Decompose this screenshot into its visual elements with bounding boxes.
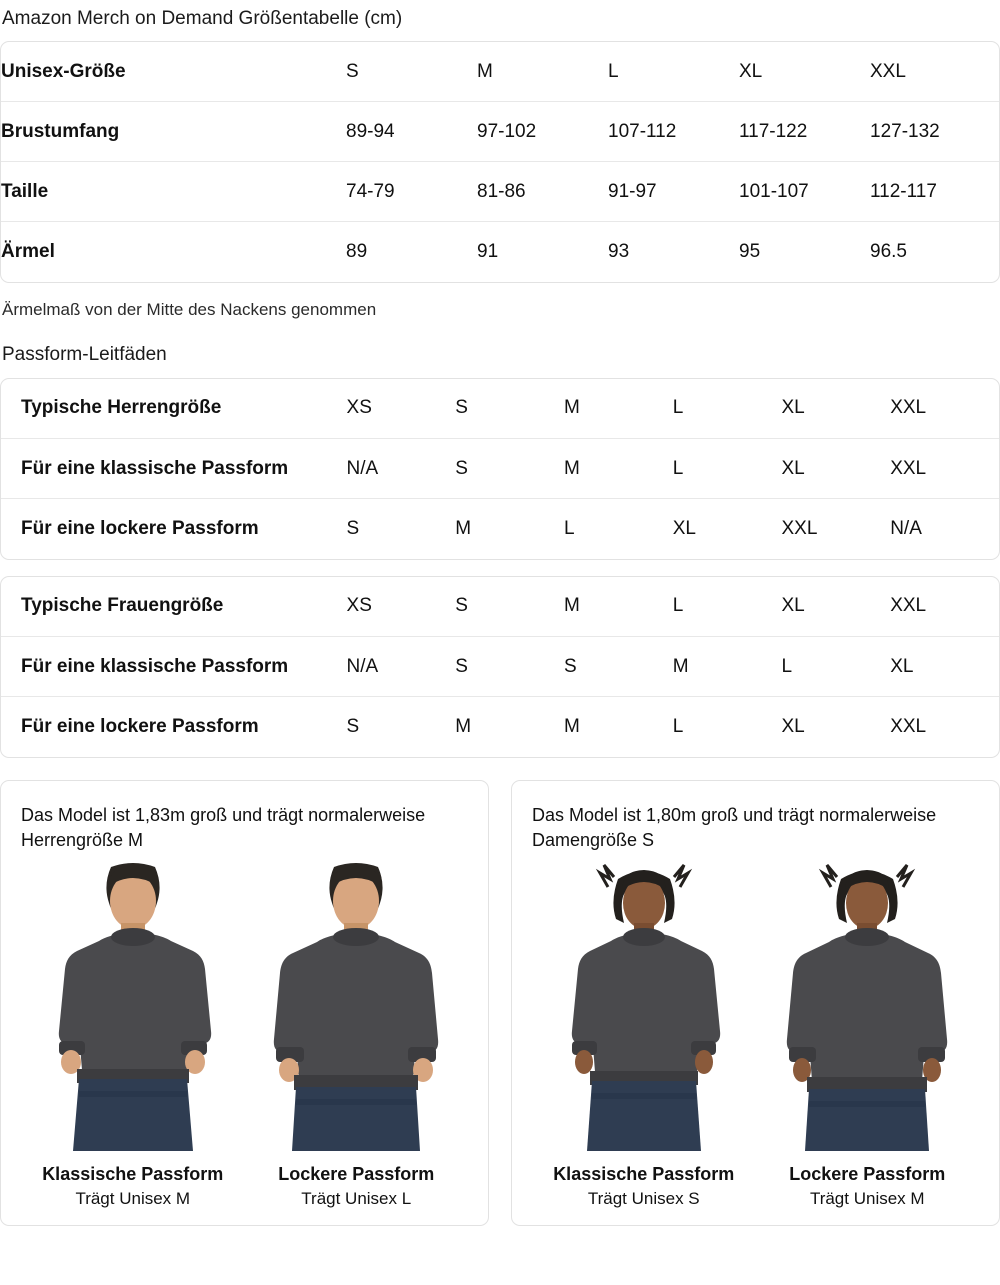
male-model-card xyxy=(0,780,489,1227)
row-label: Für eine lockere Passform xyxy=(1,499,347,559)
size-table-card xyxy=(0,41,1000,283)
male-classic-label xyxy=(25,1161,240,1212)
cell: 89 xyxy=(346,222,477,282)
cell: N/A xyxy=(890,499,999,559)
table-row xyxy=(1,577,999,637)
cell: XL xyxy=(781,697,890,757)
row-label: Taille xyxy=(1,162,346,222)
cell: S xyxy=(455,439,564,499)
spacer xyxy=(0,560,1000,576)
cell: XS xyxy=(346,595,372,617)
sleeve-measurement-note: Ärmelmaß von der Mitte des Nackens genommen xyxy=(2,299,377,319)
men-fit-table-card xyxy=(0,378,1000,560)
fit-name: Lockere Passform xyxy=(789,1163,946,1184)
male-loose-fit-illustration xyxy=(256,861,456,1151)
table-row xyxy=(1,222,1000,282)
table-row xyxy=(1,42,1000,102)
fit-name: Lockere Passform xyxy=(278,1163,435,1184)
male-classic-fit-illustration xyxy=(33,861,233,1151)
row-label: Für eine lockere Passform xyxy=(1,697,347,757)
cell: XXL xyxy=(870,60,906,82)
cell: 101-107 xyxy=(739,162,870,222)
cell: S xyxy=(346,60,359,82)
cell: 91 xyxy=(477,222,608,282)
cell: S xyxy=(347,697,456,757)
row-label: Typische Frauengröße xyxy=(21,595,224,617)
cell: XXL xyxy=(890,439,999,499)
cell: 97-102 xyxy=(477,102,608,162)
women-fit-table xyxy=(1,577,999,757)
cell: 93 xyxy=(608,222,739,282)
cell: 107-112 xyxy=(608,102,739,162)
fit-name: Klassische Passform xyxy=(553,1163,735,1184)
fit-name: Klassische Passform xyxy=(42,1163,224,1184)
female-loose-label xyxy=(760,1161,975,1212)
cell: M xyxy=(455,697,564,757)
fit-wears: Trägt Unisex M xyxy=(75,1188,191,1208)
female-classic-fit-illustration xyxy=(544,861,744,1151)
cell: XL xyxy=(781,397,805,419)
men-fit-table xyxy=(1,379,999,559)
cell: M xyxy=(564,397,580,419)
female-model-caption: Das Model ist 1,80m groß und trägt normalerweise Damengröße S xyxy=(532,804,937,851)
cell: XL xyxy=(781,439,890,499)
cell: 96.5 xyxy=(870,222,1000,282)
cell: N/A xyxy=(347,637,456,697)
cell: XXL xyxy=(781,499,890,559)
cell: M xyxy=(455,499,564,559)
cell: L xyxy=(672,595,684,617)
cell: L xyxy=(781,637,890,697)
cell: XXL xyxy=(890,697,999,757)
cell: S xyxy=(347,499,456,559)
cell: 117-122 xyxy=(739,102,870,162)
cell: N/A xyxy=(347,439,456,499)
male-model-caption: Das Model ist 1,83m groß und trägt normalerweise Herrengröße M xyxy=(21,804,426,851)
fit-wears: Trägt Unisex S xyxy=(587,1188,700,1208)
cell: XL xyxy=(739,60,763,82)
cell: S xyxy=(455,595,468,617)
table-row xyxy=(1,102,1000,162)
row-label: Brustumfang xyxy=(1,102,346,162)
cell: S xyxy=(455,637,564,697)
cell: 95 xyxy=(739,222,870,282)
female-classic-figure xyxy=(536,861,751,1151)
cell: L xyxy=(608,60,619,82)
female-classic-label xyxy=(536,1161,751,1212)
cell: XXL xyxy=(890,595,927,617)
cell: L xyxy=(673,697,782,757)
female-model-card xyxy=(511,780,1000,1227)
female-loose-figure xyxy=(760,861,975,1151)
fit-wears: Trägt Unisex M xyxy=(809,1188,925,1208)
cell: 89-94 xyxy=(346,102,477,162)
cell: XL xyxy=(673,499,782,559)
female-figures xyxy=(532,861,979,1151)
male-figures xyxy=(21,861,468,1151)
cell: L xyxy=(672,397,684,419)
cell: XS xyxy=(346,397,372,419)
fit-wears: Trägt Unisex L xyxy=(301,1188,412,1208)
table-row xyxy=(1,499,999,559)
cell: M xyxy=(564,595,580,617)
cell: 127-132 xyxy=(870,102,1000,162)
row-label: Unisex-Größe xyxy=(1,60,126,82)
male-classic-figure xyxy=(25,861,240,1151)
cell: 74-79 xyxy=(346,162,477,222)
female-figure-labels xyxy=(532,1161,979,1212)
cell: XL xyxy=(781,595,805,617)
cell: M xyxy=(564,439,673,499)
female-loose-fit-illustration xyxy=(767,861,967,1151)
cell: M xyxy=(673,637,782,697)
size-table xyxy=(1,42,1000,282)
cell: 91-97 xyxy=(608,162,739,222)
women-fit-table-card xyxy=(0,576,1000,758)
table-row xyxy=(1,439,999,499)
fit-guides-title: Passform-Leitfäden xyxy=(2,343,167,365)
cell: L xyxy=(673,439,782,499)
cell: XXL xyxy=(890,397,927,419)
table-row xyxy=(1,162,1000,222)
cell: 112-117 xyxy=(870,162,1000,222)
row-label: Für eine klassische Passform xyxy=(1,439,347,499)
row-label: Typische Herrengröße xyxy=(21,397,222,419)
cell: XL xyxy=(890,637,999,697)
table-row xyxy=(1,379,999,439)
cell: S xyxy=(564,637,673,697)
table-row xyxy=(1,637,999,697)
cell: M xyxy=(477,60,493,82)
male-figure-labels xyxy=(21,1161,468,1212)
cell: L xyxy=(564,499,673,559)
cell: 81-86 xyxy=(477,162,608,222)
male-loose-label xyxy=(249,1161,464,1212)
table-row xyxy=(1,697,999,757)
page-title: Amazon Merch on Demand Größentabelle (cm) xyxy=(2,8,403,29)
model-cards xyxy=(0,780,1000,1227)
row-label: Für eine klassische Passform xyxy=(1,637,347,697)
cell: S xyxy=(455,397,468,419)
row-label: Ärmel xyxy=(1,222,346,282)
cell: M xyxy=(564,697,673,757)
male-loose-figure xyxy=(249,861,464,1151)
